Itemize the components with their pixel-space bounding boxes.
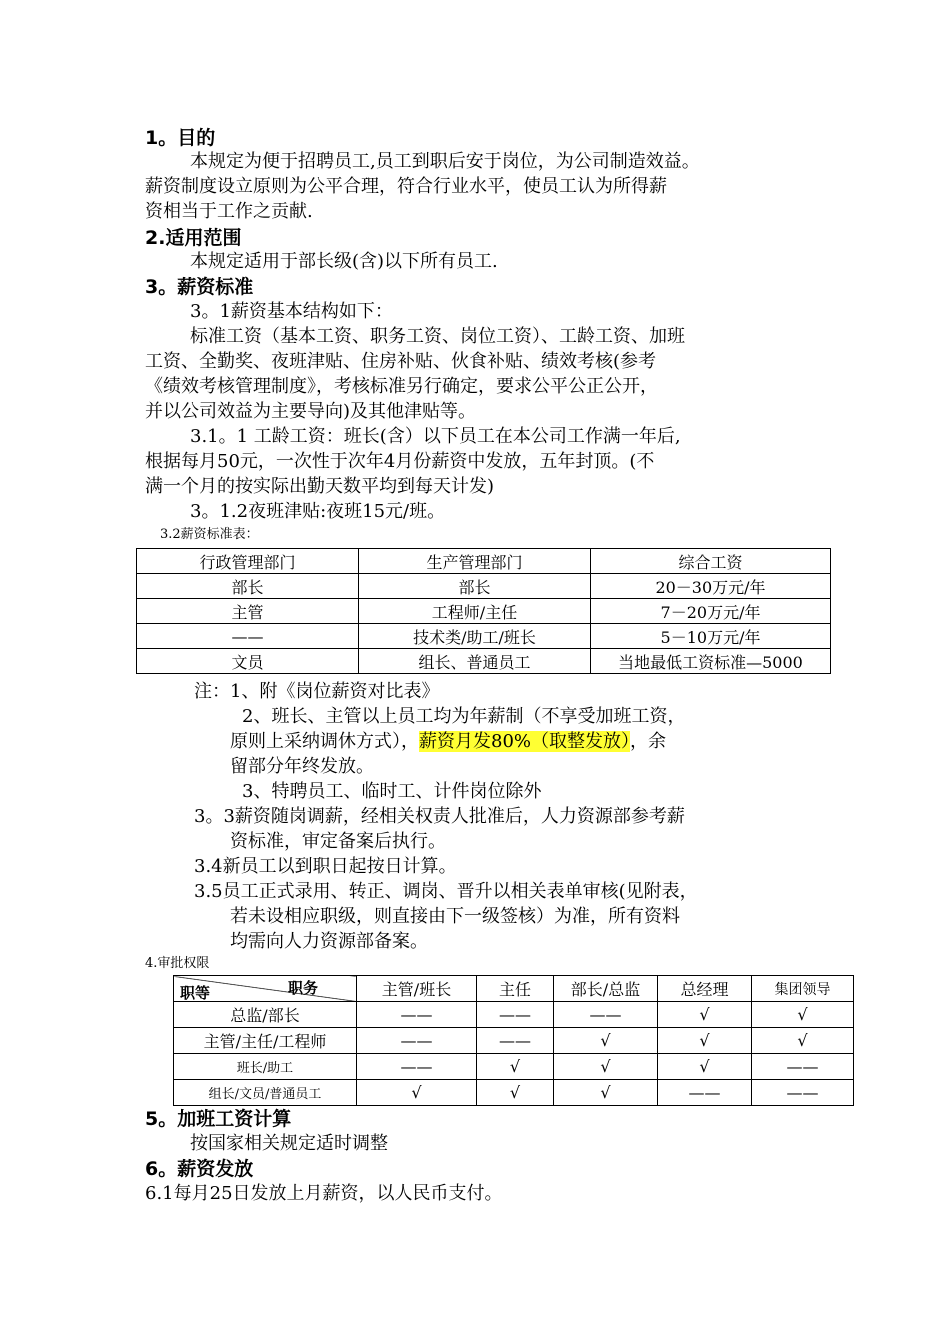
table-cell: —— xyxy=(357,1028,477,1054)
row-label: 主管/主任/工程师 xyxy=(174,1028,357,1054)
table-row xyxy=(137,624,831,649)
table-header-cell: 主管/班长 xyxy=(357,976,477,1002)
note-2-line: 留部分年终发放。 xyxy=(230,756,374,777)
table-cell: √ xyxy=(477,1080,554,1106)
section-5-heading: 5。加班工资计算 xyxy=(145,1108,292,1130)
section-6-line: 6.1每月25日发放上月薪资，以人民币支付。 xyxy=(145,1183,503,1204)
section-1-line: 本规定为便于招聘员工,员工到职后安于岗位，为公司制造效益。 xyxy=(190,151,700,172)
section-3-1-line: 并以公司效益为主要导向)及其他津贴等。 xyxy=(145,401,477,422)
table-cell: √ xyxy=(658,1002,752,1028)
salary-standard-table xyxy=(136,548,831,674)
table-cell: —— xyxy=(554,1002,658,1028)
table-header-cell: 综合工资 xyxy=(591,549,831,574)
table-cell: —— xyxy=(752,1054,854,1080)
table-cell: —— xyxy=(477,1028,554,1054)
table-cell: —— xyxy=(658,1080,752,1106)
section-3-heading: 3。薪资标准 xyxy=(145,276,254,298)
section-3-1-1-line: 根据每月50元，一次性于次年4月份薪资中发放，五年封顶。(不 xyxy=(145,451,655,472)
section-3-1-line: 标准工资（基本工资、职务工资、岗位工资）、工龄工资、加班 xyxy=(190,326,685,347)
section-3-1-title: 3。1薪资基本结构如下： xyxy=(190,301,393,322)
table-cell: —— xyxy=(357,1002,477,1028)
table-header-cell: 主任 xyxy=(477,976,554,1002)
table-cell: —— xyxy=(752,1080,854,1106)
section-2-heading: 2.适用范围 xyxy=(145,227,242,249)
table-cell: √ xyxy=(554,1028,658,1054)
section-6-heading: 6。薪资发放 xyxy=(145,1158,254,1180)
table-cell: —— xyxy=(137,624,359,649)
approval-table-caption: 4.审批权限 xyxy=(145,956,210,971)
row-label: 组长/文员/普通员工 xyxy=(174,1080,357,1106)
table-cell: 文员 xyxy=(137,649,359,674)
table-cell: 技术类/助工/班长 xyxy=(359,624,591,649)
table-cell: √ xyxy=(357,1080,477,1106)
table-header-row xyxy=(174,976,854,1002)
note-2-text: 原则上采纳调休方式）， xyxy=(230,731,419,752)
table-cell: 部长 xyxy=(137,574,359,599)
table-cell: √ xyxy=(554,1054,658,1080)
diagonal-header-bottom: 职等 xyxy=(180,984,211,1002)
table-header-cell: 生产管理部门 xyxy=(359,549,591,574)
note-2-line: 2、班长、主管以上员工均为年薪制（不享受加班工资， xyxy=(242,706,686,727)
table-row xyxy=(137,599,831,624)
table-cell: 主管 xyxy=(137,599,359,624)
section-3-3-line: 3。3薪资随岗调薪，经相关权责人批准后，人力资源部参考薪 xyxy=(194,806,685,827)
section-3-1-line: 《绩效考核管理制度》，考核标准另行确定，要求公平公正公开， xyxy=(145,376,658,397)
highlighted-text: 薪资月发80%（取整发放） xyxy=(419,731,631,752)
section-1-heading: 1。目的 xyxy=(145,127,216,149)
section-3-3-line: 资标准，审定备案后执行。 xyxy=(230,831,446,852)
section-1-line: 资相当于工作之贡献. xyxy=(145,201,313,222)
table-header-cell: 部长/总监 xyxy=(554,976,658,1002)
table-row xyxy=(174,1028,854,1054)
note-2-text: ，余 xyxy=(630,731,667,752)
section-3-1-1-line: 3.1。1 工龄工资：班长(含）以下员工在本公司工作满一年后, xyxy=(190,426,681,447)
note-1: 注：1、附《岗位薪资对比表》 xyxy=(194,681,440,702)
table-cell: √ xyxy=(554,1080,658,1106)
note-3: 3、特聘员工、临时工、计件岗位除外 xyxy=(242,781,542,802)
section-1-line: 薪资制度设立原则为公平合理，符合行业水平，使员工认为所得薪 xyxy=(145,176,667,197)
section-5-line: 按国家相关规定适时调整 xyxy=(190,1133,388,1154)
approval-authority-table xyxy=(173,975,854,1106)
table-header-cell: 行政管理部门 xyxy=(137,549,359,574)
table-header-cell: 集团领导 xyxy=(752,976,854,1002)
table-row xyxy=(174,1080,854,1106)
table-row xyxy=(137,574,831,599)
table-row xyxy=(137,649,831,674)
section-2-line: 本规定适用于部长级(含)以下所有员工. xyxy=(190,251,498,272)
table-cell: 组长、普通员工 xyxy=(359,649,591,674)
section-3-5-line: 3.5员工正式录用、转正、调岗、晋升以相关表单审核(见附表， xyxy=(194,881,698,902)
table-cell: √ xyxy=(477,1054,554,1080)
section-3-1-1-line: 满一个月的按实际出勤天数平均到每天计发) xyxy=(145,476,495,497)
row-label: 班长/助工 xyxy=(174,1054,357,1080)
table-cell: 7－20万元/年 xyxy=(591,599,831,624)
table-row xyxy=(174,1054,854,1080)
table-cell: —— xyxy=(357,1054,477,1080)
section-3-1-2-line: 3。1.2夜班津贴:夜班15元/班。 xyxy=(190,501,446,522)
section-3-4-line: 3.4新员工以到职日起按日计算。 xyxy=(194,856,457,877)
table-row xyxy=(174,1002,854,1028)
section-3-5-line: 若未设相应职级，则直接由下一级签核）为准，所有资料 xyxy=(230,906,680,927)
note-2-line xyxy=(230,730,666,754)
table-cell: —— xyxy=(477,1002,554,1028)
table-header-row xyxy=(137,549,831,574)
table-cell: 20－30万元/年 xyxy=(591,574,831,599)
table-cell: √ xyxy=(658,1028,752,1054)
table-cell: √ xyxy=(752,1028,854,1054)
table-cell: √ xyxy=(658,1054,752,1080)
table-cell: √ xyxy=(752,1002,854,1028)
table-cell: 当地最低工资标准—5000 xyxy=(591,649,831,674)
table-cell: 工程师/主任 xyxy=(359,599,591,624)
table-cell: 部长 xyxy=(359,574,591,599)
diagonal-header-cell xyxy=(174,976,357,1002)
table-header-cell: 总经理 xyxy=(658,976,752,1002)
row-label: 总监/部长 xyxy=(174,1002,357,1028)
section-3-1-line: 工资、全勤奖、夜班津贴、住房补贴、伙食补贴、绩效考核(参考 xyxy=(145,351,657,372)
table-cell: 5－10万元/年 xyxy=(591,624,831,649)
section-3-5-line: 均需向人力资源部备案。 xyxy=(230,931,428,952)
salary-table-caption: 3.2薪资标准表： xyxy=(160,527,259,542)
diagonal-header-top: 职务 xyxy=(287,979,318,997)
